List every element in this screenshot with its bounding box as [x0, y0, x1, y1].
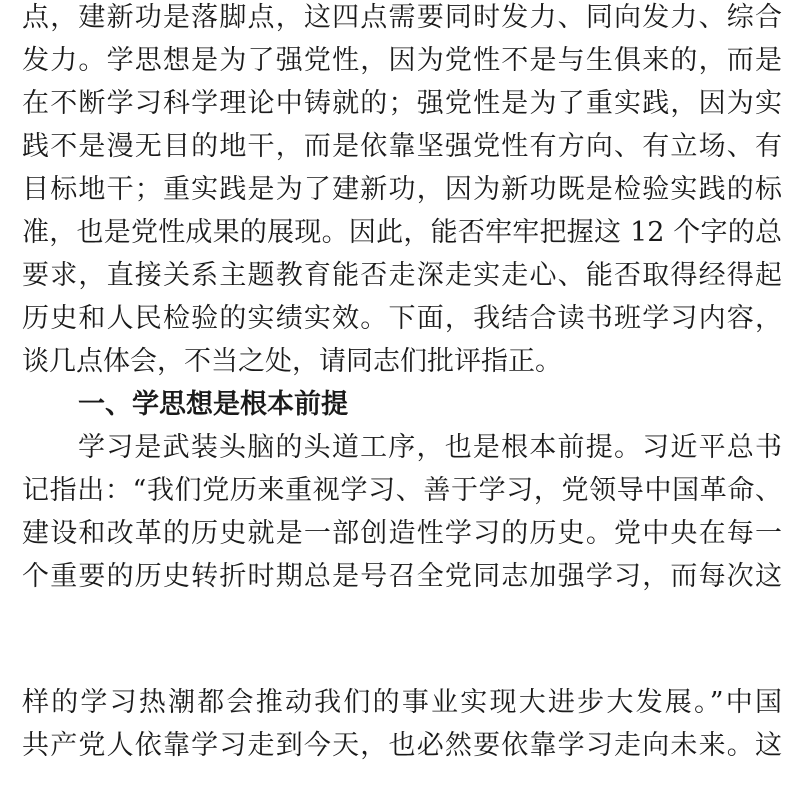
paragraph-line: 样的学习热潮都会推动我们的事业实现大进步大发展。”中国 [22, 687, 782, 718]
paragraph-line: 共产党人依靠学习走到今天，也必然要依靠学习走向未来。这 [22, 730, 782, 761]
paragraph-line: 目标地干；重实践是为了建新功，因为新功既是检验实践的标 [22, 174, 782, 205]
paragraph-line: 点，建新功是落脚点，这四点需要同时发力、同向发力、综合 [22, 2, 782, 33]
paragraph-line: 个重要的历史转折时期总是号召全党同志加强学习，而每次这 [22, 561, 782, 592]
section-heading: 一、学思想是根本前提 [78, 389, 348, 420]
paragraph-line: 谈几点体会，不当之处，请同志们批评指正。 [22, 346, 562, 377]
paragraph-line: 发力。学思想是为了强党性，因为党性不是与生俱来的，而是 [22, 45, 782, 76]
paragraph-line: 记指出：“我们党历来重视学习、善于学习，党领导中国革命、 [22, 475, 782, 506]
paragraph-line: 建设和改革的历史就是一部创造性学习的历史。党中央在每一 [22, 518, 782, 549]
paragraph-line: 学习是武装头脑的头道工序，也是根本前提。习近平总书 [78, 432, 782, 463]
paragraph-line: 要求，直接关系主题教育能否走深走实走心、能否取得经得起 [22, 260, 782, 291]
paragraph-line: 历史和人民检验的实绩实效。下面，我结合读书班学习内容， [22, 303, 782, 334]
paragraph-line: 准，也是党性成果的展现。因此，能否牢牢把握这 12 个字的总 [22, 217, 782, 248]
paragraph-line: 在不断学习科学理论中铸就的；强党性是为了重实践，因为实 [22, 88, 782, 119]
paragraph-line: 践不是漫无目的地干，而是依靠坚强党性有方向、有立场、有 [22, 131, 782, 162]
